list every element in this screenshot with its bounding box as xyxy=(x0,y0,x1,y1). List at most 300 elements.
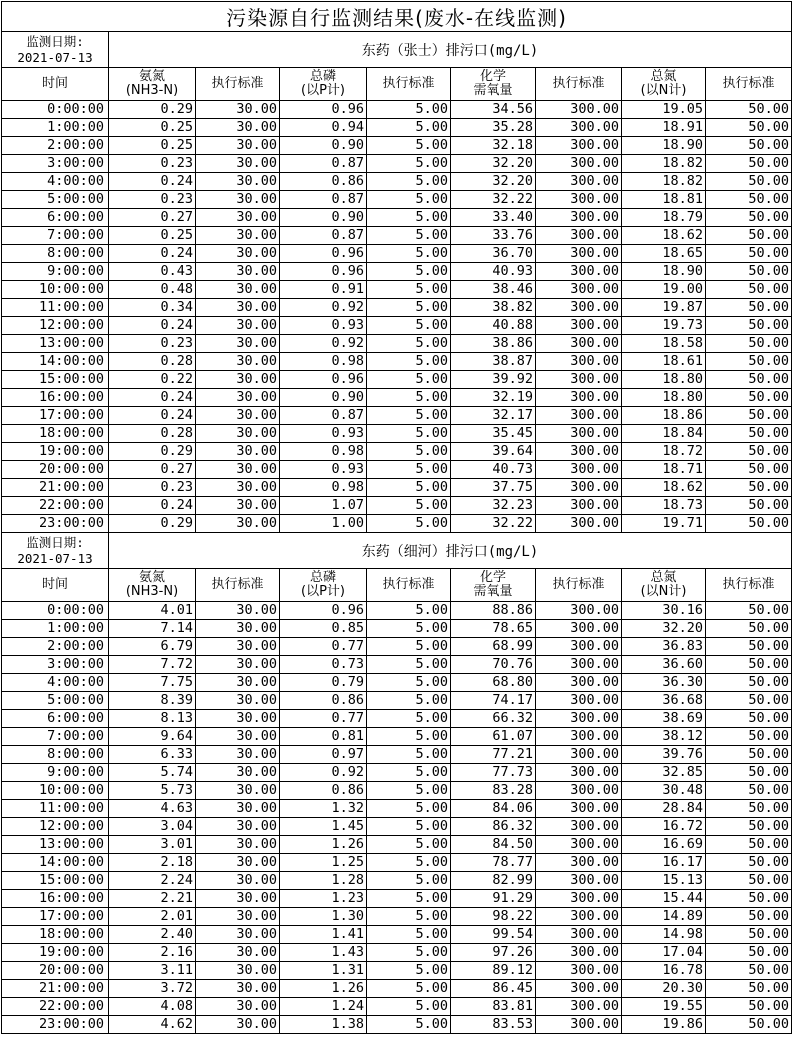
time-cell: 12:00:00 xyxy=(2,818,109,836)
value-cell: 3.11 xyxy=(109,962,196,980)
value-cell: 30.00 xyxy=(196,836,280,854)
value-cell: 18.62 xyxy=(622,227,706,245)
table-row xyxy=(2,728,792,746)
table-row xyxy=(2,335,792,353)
time-cell: 4:00:00 xyxy=(2,674,109,692)
time-cell: 13:00:00 xyxy=(2,836,109,854)
value-cell: 0.98 xyxy=(280,443,367,461)
value-cell: 77.73 xyxy=(451,764,536,782)
value-cell: 300.00 xyxy=(536,836,622,854)
value-cell: 1.26 xyxy=(280,836,367,854)
value-cell: 83.28 xyxy=(451,782,536,800)
value-cell: 5.00 xyxy=(367,209,451,227)
value-cell: 0.81 xyxy=(280,728,367,746)
value-cell: 30.00 xyxy=(196,890,280,908)
value-cell: 1.38 xyxy=(280,1016,367,1034)
time-cell: 21:00:00 xyxy=(2,479,109,497)
value-cell: 32.22 xyxy=(451,191,536,209)
value-cell: 0.98 xyxy=(280,479,367,497)
table-row xyxy=(2,818,792,836)
value-cell: 66.32 xyxy=(451,710,536,728)
value-cell: 61.07 xyxy=(451,728,536,746)
value-cell: 30.00 xyxy=(196,371,280,389)
value-cell: 38.86 xyxy=(451,335,536,353)
value-cell: 30.00 xyxy=(196,656,280,674)
table-row xyxy=(2,245,792,263)
value-cell: 32.20 xyxy=(451,155,536,173)
value-cell: 50.00 xyxy=(706,155,792,173)
value-cell: 300.00 xyxy=(536,980,622,998)
table-row xyxy=(2,317,792,335)
value-cell: 300.00 xyxy=(536,461,622,479)
value-cell: 30.00 xyxy=(196,998,280,1016)
table-row xyxy=(2,371,792,389)
value-cell: 30.00 xyxy=(196,407,280,425)
value-cell: 5.00 xyxy=(367,728,451,746)
value-cell: 300.00 xyxy=(536,497,622,515)
value-cell: 17.04 xyxy=(622,944,706,962)
value-cell: 30.00 xyxy=(196,800,280,818)
value-cell: 33.76 xyxy=(451,227,536,245)
value-cell: 50.00 xyxy=(706,461,792,479)
value-cell: 33.40 xyxy=(451,209,536,227)
time-cell: 7:00:00 xyxy=(2,728,109,746)
value-cell: 36.70 xyxy=(451,245,536,263)
value-cell: 18.81 xyxy=(622,191,706,209)
value-cell: 5.00 xyxy=(367,1016,451,1034)
value-cell: 32.20 xyxy=(622,620,706,638)
value-cell: 3.72 xyxy=(109,980,196,998)
value-cell: 5.00 xyxy=(367,926,451,944)
column-header: 时间 xyxy=(2,569,109,602)
time-cell: 4:00:00 xyxy=(2,173,109,191)
value-cell: 30.00 xyxy=(196,353,280,371)
time-cell: 19:00:00 xyxy=(2,443,109,461)
column-header: 执行标准 xyxy=(706,569,792,602)
table-row xyxy=(2,497,792,515)
time-cell: 13:00:00 xyxy=(2,335,109,353)
value-cell: 0.87 xyxy=(280,155,367,173)
table-row xyxy=(2,443,792,461)
value-cell: 8.13 xyxy=(109,710,196,728)
value-cell: 30.00 xyxy=(196,155,280,173)
value-cell: 40.73 xyxy=(451,461,536,479)
value-cell: 300.00 xyxy=(536,407,622,425)
value-cell: 18.71 xyxy=(622,461,706,479)
outlet-name: 东药（细河）排污口(mg/L) xyxy=(109,533,792,569)
column-header-row xyxy=(2,68,792,101)
column-header: 化学 需氧量 xyxy=(451,68,536,101)
time-cell: 3:00:00 xyxy=(2,656,109,674)
value-cell: 0.23 xyxy=(109,335,196,353)
value-cell: 300.00 xyxy=(536,389,622,407)
value-cell: 4.63 xyxy=(109,800,196,818)
time-cell: 2:00:00 xyxy=(2,137,109,155)
value-cell: 0.93 xyxy=(280,461,367,479)
value-cell: 300.00 xyxy=(536,620,622,638)
value-cell: 0.86 xyxy=(280,173,367,191)
value-cell: 5.00 xyxy=(367,371,451,389)
table-row xyxy=(2,101,792,119)
value-cell: 3.01 xyxy=(109,836,196,854)
value-cell: 50.00 xyxy=(706,515,792,533)
value-cell: 50.00 xyxy=(706,980,792,998)
value-cell: 88.86 xyxy=(451,602,536,620)
value-cell: 0.87 xyxy=(280,227,367,245)
value-cell: 0.85 xyxy=(280,620,367,638)
value-cell: 0.90 xyxy=(280,137,367,155)
value-cell: 38.46 xyxy=(451,281,536,299)
value-cell: 15.44 xyxy=(622,890,706,908)
time-cell: 5:00:00 xyxy=(2,692,109,710)
value-cell: 5.00 xyxy=(367,353,451,371)
value-cell: 50.00 xyxy=(706,998,792,1016)
time-cell: 22:00:00 xyxy=(2,497,109,515)
value-cell: 5.00 xyxy=(367,854,451,872)
table-row xyxy=(2,836,792,854)
value-cell: 1.28 xyxy=(280,872,367,890)
value-cell: 300.00 xyxy=(536,209,622,227)
value-cell: 5.00 xyxy=(367,800,451,818)
value-cell: 300.00 xyxy=(536,764,622,782)
value-cell: 0.96 xyxy=(280,263,367,281)
value-cell: 30.00 xyxy=(196,245,280,263)
value-cell: 1.45 xyxy=(280,818,367,836)
time-cell: 6:00:00 xyxy=(2,710,109,728)
value-cell: 50.00 xyxy=(706,710,792,728)
monitoring-sheet xyxy=(1,1,791,1034)
value-cell: 50.00 xyxy=(706,692,792,710)
table-row xyxy=(2,407,792,425)
value-cell: 5.00 xyxy=(367,191,451,209)
value-cell: 0.86 xyxy=(280,782,367,800)
monitoring-date-value: 2021-07-13 xyxy=(17,49,93,65)
value-cell: 50.00 xyxy=(706,656,792,674)
time-cell: 6:00:00 xyxy=(2,209,109,227)
column-header: 氨氮 (NH3-N) xyxy=(109,68,196,101)
value-cell: 30.16 xyxy=(622,602,706,620)
value-cell: 300.00 xyxy=(536,155,622,173)
value-cell: 38.82 xyxy=(451,299,536,317)
time-cell: 20:00:00 xyxy=(2,461,109,479)
value-cell: 19.55 xyxy=(622,998,706,1016)
value-cell: 300.00 xyxy=(536,656,622,674)
value-cell: 30.00 xyxy=(196,101,280,119)
value-cell: 30.00 xyxy=(196,962,280,980)
value-cell: 0.87 xyxy=(280,407,367,425)
value-cell: 19.00 xyxy=(622,281,706,299)
value-cell: 0.24 xyxy=(109,389,196,407)
value-cell: 7.72 xyxy=(109,656,196,674)
value-cell: 28.84 xyxy=(622,800,706,818)
value-cell: 1.30 xyxy=(280,908,367,926)
value-cell: 50.00 xyxy=(706,371,792,389)
value-cell: 50.00 xyxy=(706,479,792,497)
value-cell: 0.24 xyxy=(109,317,196,335)
value-cell: 0.24 xyxy=(109,173,196,191)
value-cell: 5.00 xyxy=(367,710,451,728)
table-row xyxy=(2,926,792,944)
value-cell: 18.58 xyxy=(622,335,706,353)
value-cell: 50.00 xyxy=(706,1016,792,1034)
value-cell: 300.00 xyxy=(536,281,622,299)
table-row xyxy=(2,389,792,407)
value-cell: 5.00 xyxy=(367,407,451,425)
time-cell: 23:00:00 xyxy=(2,1016,109,1034)
table-row xyxy=(2,173,792,191)
value-cell: 30.00 xyxy=(196,425,280,443)
value-cell: 0.87 xyxy=(280,191,367,209)
value-cell: 30.00 xyxy=(196,944,280,962)
table-row xyxy=(2,908,792,926)
value-cell: 50.00 xyxy=(706,926,792,944)
value-cell: 0.73 xyxy=(280,656,367,674)
value-cell: 36.83 xyxy=(622,638,706,656)
value-cell: 84.50 xyxy=(451,836,536,854)
value-cell: 0.96 xyxy=(280,602,367,620)
value-cell: 18.79 xyxy=(622,209,706,227)
column-header: 执行标准 xyxy=(196,569,280,602)
value-cell: 30.00 xyxy=(196,746,280,764)
value-cell: 0.93 xyxy=(280,317,367,335)
column-header: 氨氮 (NH3-N) xyxy=(109,569,196,602)
time-cell: 20:00:00 xyxy=(2,962,109,980)
value-cell: 30.00 xyxy=(196,692,280,710)
value-cell: 300.00 xyxy=(536,353,622,371)
value-cell: 300.00 xyxy=(536,782,622,800)
value-cell: 300.00 xyxy=(536,1016,622,1034)
table-row xyxy=(2,674,792,692)
time-cell: 18:00:00 xyxy=(2,926,109,944)
value-cell: 5.00 xyxy=(367,155,451,173)
value-cell: 5.00 xyxy=(367,980,451,998)
value-cell: 300.00 xyxy=(536,944,622,962)
table-row xyxy=(2,137,792,155)
value-cell: 18.61 xyxy=(622,353,706,371)
value-cell: 40.93 xyxy=(451,263,536,281)
value-cell: 19.86 xyxy=(622,1016,706,1034)
table-row xyxy=(2,425,792,443)
value-cell: 0.28 xyxy=(109,353,196,371)
value-cell: 4.01 xyxy=(109,602,196,620)
value-cell: 18.82 xyxy=(622,173,706,191)
table-row xyxy=(2,602,792,620)
table-row xyxy=(2,119,792,137)
value-cell: 5.00 xyxy=(367,656,451,674)
value-cell: 1.41 xyxy=(280,926,367,944)
value-cell: 50.00 xyxy=(706,872,792,890)
value-cell: 50.00 xyxy=(706,101,792,119)
value-cell: 30.00 xyxy=(196,389,280,407)
column-header: 总磷 (以P计) xyxy=(280,68,367,101)
value-cell: 50.00 xyxy=(706,764,792,782)
monitoring-date-cell xyxy=(2,533,109,569)
time-cell: 0:00:00 xyxy=(2,602,109,620)
value-cell: 18.82 xyxy=(622,155,706,173)
table-row xyxy=(2,227,792,245)
value-cell: 30.00 xyxy=(196,335,280,353)
value-cell: 5.00 xyxy=(367,836,451,854)
value-cell: 3.04 xyxy=(109,818,196,836)
value-cell: 30.00 xyxy=(196,1016,280,1034)
value-cell: 50.00 xyxy=(706,890,792,908)
value-cell: 300.00 xyxy=(536,602,622,620)
value-cell: 50.00 xyxy=(706,335,792,353)
value-cell: 18.65 xyxy=(622,245,706,263)
value-cell: 50.00 xyxy=(706,281,792,299)
column-header: 时间 xyxy=(2,68,109,101)
value-cell: 16.17 xyxy=(622,854,706,872)
value-cell: 300.00 xyxy=(536,227,622,245)
table-row xyxy=(2,800,792,818)
time-cell: 10:00:00 xyxy=(2,281,109,299)
value-cell: 50.00 xyxy=(706,443,792,461)
value-cell: 39.64 xyxy=(451,443,536,461)
value-cell: 30.00 xyxy=(196,173,280,191)
value-cell: 36.30 xyxy=(622,674,706,692)
value-cell: 18.80 xyxy=(622,389,706,407)
value-cell: 0.25 xyxy=(109,119,196,137)
value-cell: 5.00 xyxy=(367,944,451,962)
table-row xyxy=(2,515,792,533)
value-cell: 18.80 xyxy=(622,371,706,389)
value-cell: 30.00 xyxy=(196,710,280,728)
value-cell: 50.00 xyxy=(706,173,792,191)
value-cell: 14.89 xyxy=(622,908,706,926)
table-row xyxy=(2,620,792,638)
value-cell: 50.00 xyxy=(706,209,792,227)
value-cell: 2.24 xyxy=(109,872,196,890)
value-cell: 50.00 xyxy=(706,119,792,137)
value-cell: 30.00 xyxy=(196,479,280,497)
value-cell: 0.79 xyxy=(280,674,367,692)
time-cell: 10:00:00 xyxy=(2,782,109,800)
value-cell: 5.00 xyxy=(367,101,451,119)
value-cell: 300.00 xyxy=(536,317,622,335)
value-cell: 50.00 xyxy=(706,191,792,209)
time-cell: 19:00:00 xyxy=(2,944,109,962)
value-cell: 300.00 xyxy=(536,119,622,137)
value-cell: 50.00 xyxy=(706,638,792,656)
page-title: 污染源自行监测结果(废水-在线监测) xyxy=(2,2,792,32)
value-cell: 30.48 xyxy=(622,782,706,800)
value-cell: 50.00 xyxy=(706,746,792,764)
value-cell: 5.00 xyxy=(367,173,451,191)
value-cell: 30.00 xyxy=(196,620,280,638)
value-cell: 0.92 xyxy=(280,764,367,782)
value-cell: 74.17 xyxy=(451,692,536,710)
table-row xyxy=(2,764,792,782)
value-cell: 36.60 xyxy=(622,656,706,674)
table-row xyxy=(2,782,792,800)
value-cell: 30.00 xyxy=(196,227,280,245)
value-cell: 30.00 xyxy=(196,818,280,836)
monitoring-date-label: 监测日期: xyxy=(26,33,84,49)
value-cell: 50.00 xyxy=(706,263,792,281)
value-cell: 2.21 xyxy=(109,890,196,908)
column-header-row xyxy=(2,569,792,602)
value-cell: 50.00 xyxy=(706,782,792,800)
value-cell: 18.72 xyxy=(622,443,706,461)
value-cell: 300.00 xyxy=(536,818,622,836)
value-cell: 84.06 xyxy=(451,800,536,818)
value-cell: 5.00 xyxy=(367,890,451,908)
value-cell: 300.00 xyxy=(536,890,622,908)
table-row xyxy=(2,479,792,497)
value-cell: 300.00 xyxy=(536,245,622,263)
column-header: 执行标准 xyxy=(367,569,451,602)
value-cell: 0.86 xyxy=(280,692,367,710)
table-row xyxy=(2,962,792,980)
value-cell: 5.00 xyxy=(367,782,451,800)
value-cell: 300.00 xyxy=(536,263,622,281)
value-cell: 300.00 xyxy=(536,137,622,155)
table-row xyxy=(2,1016,792,1034)
value-cell: 39.92 xyxy=(451,371,536,389)
value-cell: 0.27 xyxy=(109,209,196,227)
value-cell: 16.69 xyxy=(622,836,706,854)
value-cell: 1.32 xyxy=(280,800,367,818)
value-cell: 0.92 xyxy=(280,335,367,353)
value-cell: 300.00 xyxy=(536,710,622,728)
value-cell: 300.00 xyxy=(536,425,622,443)
value-cell: 2.18 xyxy=(109,854,196,872)
value-cell: 83.81 xyxy=(451,998,536,1016)
value-cell: 30.00 xyxy=(196,872,280,890)
value-cell: 40.88 xyxy=(451,317,536,335)
value-cell: 5.00 xyxy=(367,515,451,533)
value-cell: 30.00 xyxy=(196,764,280,782)
value-cell: 38.87 xyxy=(451,353,536,371)
value-cell: 50.00 xyxy=(706,227,792,245)
value-cell: 32.85 xyxy=(622,764,706,782)
section-meta-row xyxy=(2,533,792,569)
monitoring-date-cell xyxy=(2,32,109,68)
value-cell: 9.64 xyxy=(109,728,196,746)
value-cell: 82.99 xyxy=(451,872,536,890)
value-cell: 300.00 xyxy=(536,692,622,710)
value-cell: 0.28 xyxy=(109,425,196,443)
value-cell: 0.90 xyxy=(280,209,367,227)
value-cell: 38.69 xyxy=(622,710,706,728)
value-cell: 300.00 xyxy=(536,515,622,533)
value-cell: 2.16 xyxy=(109,944,196,962)
value-cell: 300.00 xyxy=(536,998,622,1016)
value-cell: 19.71 xyxy=(622,515,706,533)
value-cell: 0.48 xyxy=(109,281,196,299)
table-row xyxy=(2,980,792,998)
value-cell: 5.00 xyxy=(367,443,451,461)
value-cell: 50.00 xyxy=(706,854,792,872)
value-cell: 300.00 xyxy=(536,674,622,692)
value-cell: 0.90 xyxy=(280,389,367,407)
value-cell: 6.79 xyxy=(109,638,196,656)
value-cell: 0.96 xyxy=(280,101,367,119)
column-header: 总氮 (以N计) xyxy=(622,68,706,101)
value-cell: 50.00 xyxy=(706,407,792,425)
section-meta-row xyxy=(2,32,792,68)
value-cell: 300.00 xyxy=(536,443,622,461)
time-cell: 3:00:00 xyxy=(2,155,109,173)
value-cell: 50.00 xyxy=(706,944,792,962)
value-cell: 50.00 xyxy=(706,962,792,980)
value-cell: 30.00 xyxy=(196,638,280,656)
time-cell: 9:00:00 xyxy=(2,764,109,782)
value-cell: 5.00 xyxy=(367,317,451,335)
value-cell: 38.12 xyxy=(622,728,706,746)
value-cell: 39.76 xyxy=(622,746,706,764)
value-cell: 98.22 xyxy=(451,908,536,926)
